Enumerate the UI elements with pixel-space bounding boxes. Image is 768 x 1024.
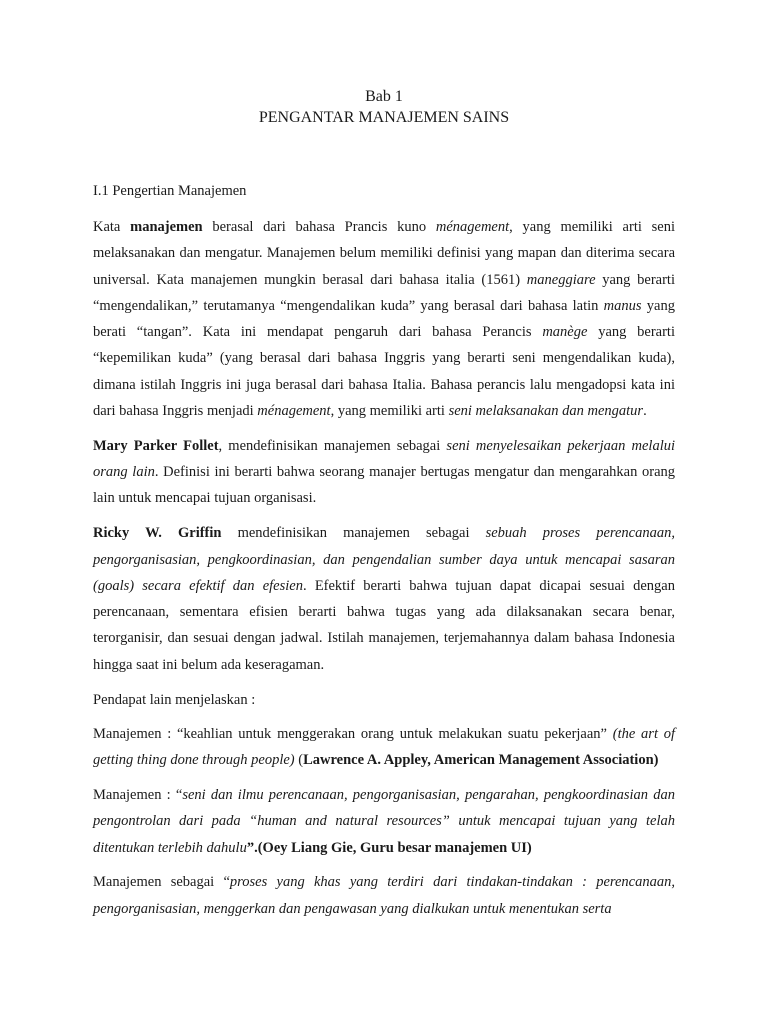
text-run: Manajemen : “	[93, 786, 183, 803]
text-run: Lawrence A. Appley, American Management Association)	[303, 752, 659, 769]
paragraph-oey-liang-gie-definition	[93, 782, 675, 861]
text-run: seni dan ilmu perencanaan, pengorganisasian, pengarahan, pengkoordinasian dan pengontrolan dari pada “human and natural resources” untuk mencapai tujuan yang telah ditentukan terlebih dahulu	[93, 786, 675, 856]
text-run: maneggiare	[526, 271, 596, 288]
paragraph-follet-definition	[93, 433, 675, 512]
text-run: Pendapat lain menjelaskan :	[93, 691, 256, 708]
text-run: yang berarti “kepemilikan kuda” (yang berasal dari bahasa Inggris yang berarti seni mengendalikan kuda), dimana istilah Inggris ini juga berasal dari bahasa Italia. Bahasa perancis lalu mengadopsi kata ini dari bahasa Inggris menjadi	[93, 324, 675, 420]
text-run: sebuah proses perencanaan, pengorganisasian, pengkoordinasian, dan pengendalian sumber daya untuk mencapai sasaran (goals) secara efektif dan efesien	[93, 525, 675, 594]
chapter-title-block	[93, 86, 675, 128]
text-run: , mendefinisikan manajemen sebagai	[218, 437, 447, 454]
text-run: yang berarti “mengendalikan,” terutamanya “mengendalikan kuda” yang berasal dari bahasa latin	[93, 271, 675, 314]
paragraph-etymology	[93, 214, 675, 424]
text-run: manège	[542, 324, 588, 341]
text-run: Kata	[93, 219, 131, 235]
text-run: Manajemen sebagai “	[93, 874, 230, 891]
text-run: ménagement	[435, 219, 510, 235]
chapter-title: PENGANTAR MANAJEMEN SAINS	[258, 109, 510, 126]
text-run: ménagement	[257, 403, 331, 420]
text-run: , yang memiliki arti seni melaksanakan dan mengatur. Manajemen belum memiliki definisi yang mapan dan diterima secara universal. Kata manajemen mungkin berasal dari bahasa italia (1561)	[93, 219, 675, 288]
text-run: (the art of getting thing done through people)	[93, 725, 676, 769]
text-run: manajemen	[130, 219, 203, 235]
document-body	[93, 214, 675, 930]
text-run: yang berati “tangan”. Kata ini mendapat pengaruh dari bahasa Perancis	[93, 297, 675, 341]
text-run: manus	[603, 297, 642, 314]
text-run: seni melaksanakan dan mengatur	[448, 403, 644, 420]
text-run: .	[643, 403, 647, 420]
text-run: berasal dari bahasa Prancis kuno	[202, 219, 436, 235]
chapter-number: Bab 1	[365, 88, 403, 105]
text-run: Mary Parker Follet	[93, 437, 219, 454]
text-run: seni menyelesaikan pekerjaan melalui orang lain	[93, 437, 676, 481]
text-run: ”.(Oey Liang Gie, Guru besar manajemen UI)	[246, 839, 532, 856]
text-run: . Definisi ini berarti bahwa seorang manajer bertugas mengatur dan mengarahkan orang lain untuk mencapai tujuan organisasi.	[93, 464, 676, 507]
text-run: Manajemen : “keahlian untuk menggerakan orang untuk melakukan suatu pekerjaan”	[93, 725, 613, 742]
paragraph-other-opinions-intro	[93, 687, 675, 713]
text-run: (	[294, 752, 304, 769]
text-run: . Efektif berarti bahwa tujuan dapat dicapai sesuai dengan perencanaan, sementara efisien berarti bahwa tugas yang ada dilaksanakan secara benar, terorganisir, dan sesuai dengan jadwal. Istilah manajemen, terjemahannya dalam bahasa Indonesia hingga saat ini belum ada keseragaman.	[93, 577, 675, 673]
section-heading: I.1 Pengertian Manajemen	[93, 183, 247, 199]
text-run: proses yang khas yang terdiri dari tindakan-tindakan : perencanaan, pengorganisasian, menggerkan dan pengawasan yang dialkukan untuk menentukan serta	[93, 874, 675, 917]
paragraph-griffin-definition	[93, 520, 675, 678]
text-run: , yang memiliki arti	[330, 403, 449, 420]
text-run: Ricky W. Griffin	[93, 525, 222, 542]
paragraph-appley-definition	[93, 721, 675, 774]
paragraph-process-definition	[93, 869, 675, 922]
text-run: mendefinisikan manajemen sebagai	[221, 525, 486, 542]
